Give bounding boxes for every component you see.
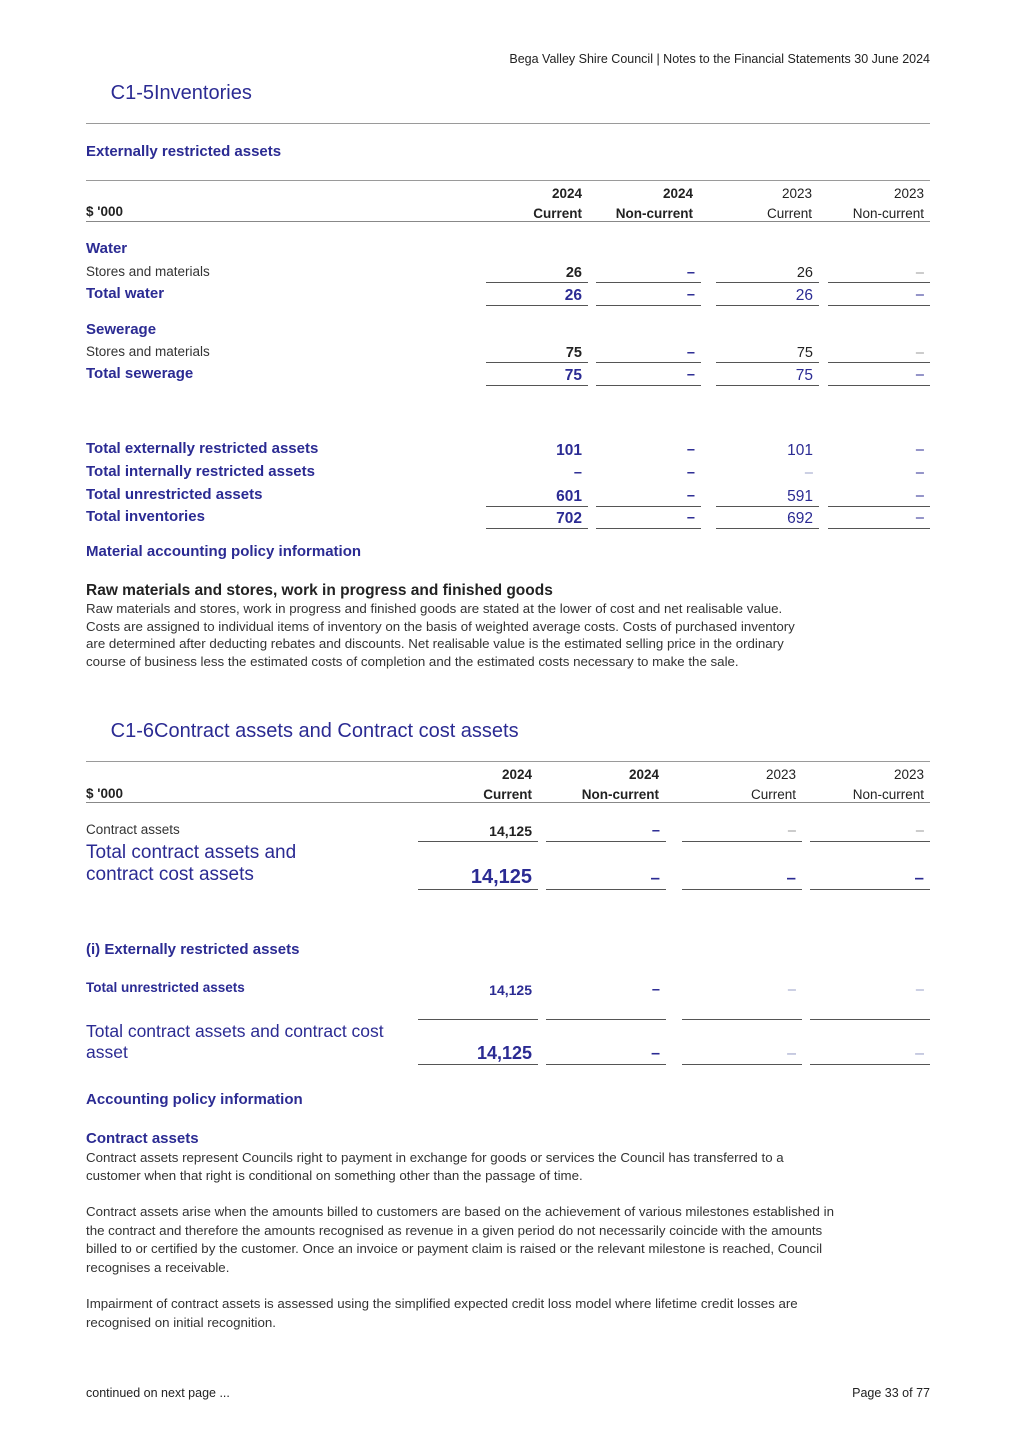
summary-label-internally: Total internally restricted assets <box>86 463 315 480</box>
sewerage-2024-current: 75 <box>565 345 582 361</box>
text-line: course of business less the estimated costs of completion and the estimated costs necessary to make the sale. <box>86 653 739 669</box>
contract-assets-2024-noncurrent: – <box>651 823 660 839</box>
col-type: Non-current <box>852 787 924 802</box>
water-total-2024-current: 26 <box>564 287 582 304</box>
col-type: Non-current <box>615 206 693 221</box>
summary-externally-2024-current: 101 <box>556 442 582 459</box>
total-line <box>716 305 819 306</box>
water-total-2024-noncurrent: – <box>686 287 695 303</box>
total-line <box>546 889 666 890</box>
section-title: Contract assets and Contract cost assets <box>154 720 519 742</box>
section-number: C1-5 <box>110 82 154 104</box>
section-title-c1-5 <box>86 82 252 105</box>
col-header-2024-current <box>486 184 582 224</box>
summary-internally-2023-noncurrent: – <box>915 465 924 481</box>
text-line: Total contract assets and <box>86 842 297 863</box>
water-2024-current: 26 <box>565 265 582 281</box>
col-header-2023-noncurrent <box>810 765 924 805</box>
total-line <box>418 889 538 890</box>
externally-restricted-heading: (i) Externally restricted assets <box>86 941 300 958</box>
summary-internally-2024-noncurrent: – <box>686 465 695 481</box>
col-year: 2024 <box>551 186 582 201</box>
sewerage-total-label: Total sewerage <box>86 365 194 382</box>
sewerage-total-2024-current: 75 <box>564 367 582 384</box>
contract-assets-heading: Contract assets <box>86 1130 199 1147</box>
row-line <box>418 841 538 842</box>
row-line <box>682 1019 802 1020</box>
total-line <box>810 889 930 890</box>
text-line: Contract assets arise when the amounts billed to customers are based on the achievement of various milestones established in <box>86 1204 834 1219</box>
text-line: recognised on initial recognition. <box>86 1314 276 1330</box>
text-line: Total contract assets and contract cost <box>86 1021 384 1041</box>
total-contract-2023-noncurrent: – <box>914 868 924 887</box>
sewerage-total-2024-noncurrent: – <box>686 367 695 383</box>
total-line <box>486 528 588 529</box>
contract-assets-label: Contract assets <box>86 822 180 837</box>
row-line <box>486 362 588 363</box>
total-line <box>810 1064 930 1065</box>
policy-paragraph <box>86 600 936 670</box>
sewerage-total-2023-noncurrent: – <box>915 367 924 383</box>
unit-label: $ '000 <box>86 204 123 219</box>
row-line <box>828 362 930 363</box>
total-contract-assets-label <box>86 842 296 886</box>
water-2024-noncurrent: – <box>686 265 695 281</box>
water-2023-noncurrent: – <box>915 265 924 281</box>
text-line: asset <box>86 1042 128 1062</box>
total-line <box>682 1064 802 1065</box>
row-line <box>486 282 588 283</box>
col-year: 2023 <box>781 186 812 201</box>
summary-externally-2024-noncurrent: – <box>686 442 695 458</box>
unrestricted-2024-noncurrent: – <box>651 982 660 998</box>
col-header-2024-current <box>418 765 532 805</box>
total-line <box>418 1064 538 1065</box>
total2-2023-current: – <box>787 1045 796 1062</box>
total-inventories-2024-current: 702 <box>556 510 582 527</box>
row-line <box>596 506 701 507</box>
total-line <box>486 305 588 306</box>
sewerage-row-label: Stores and materials <box>86 344 210 359</box>
total-line <box>596 305 701 306</box>
col-year: 2023 <box>893 186 924 201</box>
col-header-2024-noncurrent <box>596 184 693 224</box>
row-line <box>810 1019 930 1020</box>
water-2023-current: 26 <box>796 265 813 281</box>
summary-label-unrestricted: Total unrestricted assets <box>86 486 263 503</box>
total2-2024-noncurrent: – <box>651 1045 660 1062</box>
row-line <box>418 1019 538 1020</box>
divider <box>86 123 930 124</box>
col-year: 2023 <box>765 767 796 782</box>
contract-assets-2023-noncurrent: – <box>915 823 924 839</box>
page-number: Page 33 of 77 <box>852 1386 930 1400</box>
total2-2024-current: 14,125 <box>476 1043 532 1063</box>
unrestricted-2023-noncurrent: – <box>915 982 924 998</box>
contract-assets-2024-current: 14,125 <box>489 823 532 839</box>
col-year: 2023 <box>893 767 924 782</box>
row-line <box>828 282 930 283</box>
unrestricted-2023-current: – <box>787 982 796 998</box>
row-line <box>716 362 819 363</box>
total-contract-2024-noncurrent: – <box>650 868 660 887</box>
total-line <box>546 1064 666 1065</box>
col-type: Non-current <box>852 206 924 221</box>
col-year: 2024 <box>662 186 693 201</box>
contract-assets-2023-current: – <box>787 823 796 839</box>
total-contract-cost-asset-label <box>86 1021 384 1063</box>
policy-subheading: Raw materials and stores, work in progress and finished goods <box>86 582 553 599</box>
unrestricted-2024-current: 14,125 <box>489 982 532 998</box>
total-line <box>828 305 930 306</box>
text-line: recognises a receivable. <box>86 1259 230 1275</box>
policy-heading: Material accounting policy information <box>86 543 362 560</box>
total-line <box>596 385 701 386</box>
summary-label-total-inventories: Total inventories <box>86 508 205 525</box>
water-total-2023-current: 26 <box>795 287 813 304</box>
total-inventories-2023-current: 692 <box>787 510 813 527</box>
summary-label-externally: Total externally restricted assets <box>86 440 319 457</box>
total-inventories-2023-noncurrent: – <box>915 510 924 526</box>
col-type: Current <box>533 206 582 221</box>
unrestricted-label: Total unrestricted assets <box>86 980 245 995</box>
text-line: the contract and therefore the amounts recognised as revenue in a given period do not necessarily coincide with the amounts <box>86 1222 823 1238</box>
section-number: C1-6 <box>110 720 154 742</box>
row-line <box>546 841 666 842</box>
row-line <box>486 506 588 507</box>
water-total-label: Total water <box>86 285 165 302</box>
text-line: billed to or certified by the customer. Once an invoice or payment claim is raised or the relevant milestone is reached, Council <box>86 1241 823 1256</box>
row-line <box>810 841 930 842</box>
row-line <box>716 506 819 507</box>
total-line <box>828 385 930 386</box>
col-year: 2024 <box>628 767 659 782</box>
col-header-2023-noncurrent <box>828 184 924 224</box>
sewerage-2023-noncurrent: – <box>915 345 924 361</box>
summary-externally-2023-noncurrent: – <box>915 442 924 458</box>
paragraph-2 <box>86 1203 936 1277</box>
paragraph-1 <box>86 1149 930 1184</box>
text-line: contract cost assets <box>86 864 254 885</box>
sewerage-heading: Sewerage <box>86 321 157 338</box>
total-contract-2023-current: – <box>786 868 796 887</box>
total2-2023-noncurrent: – <box>915 1045 924 1062</box>
col-header-2023-current <box>682 765 796 805</box>
sewerage-2023-current: 75 <box>796 345 813 361</box>
row-line <box>828 506 930 507</box>
text-line: customer when that right is conditional on something other than the passage of time. <box>86 1167 583 1183</box>
text-line: Impairment of contract assets is assessed using the simplified expected credit loss model where lifetime credit losses are <box>86 1296 798 1311</box>
summary-unrestricted-2024-noncurrent: – <box>686 488 695 504</box>
continued-note: continued on next page ... <box>86 1386 230 1400</box>
sewerage-2024-noncurrent: – <box>686 345 695 361</box>
water-row-label: Stores and materials <box>86 264 210 279</box>
col-type: Current <box>483 787 532 802</box>
col-header-2024-noncurrent <box>546 765 659 805</box>
row-line <box>682 841 802 842</box>
col-type: Current <box>750 787 796 802</box>
total-line <box>828 528 930 529</box>
running-header: Bega Valley Shire Council | Notes to the Financial Statements 30 June 2024 <box>509 52 930 66</box>
accounting-policy-heading: Accounting policy information <box>86 1091 303 1108</box>
total-line <box>486 385 588 386</box>
col-year: 2024 <box>501 767 532 782</box>
total-line <box>716 528 819 529</box>
total-inventories-2024-noncurrent: – <box>686 510 695 526</box>
text-line: Costs are assigned to individual items of inventory on the basis of weighted average costs. Costs of purchased inventory <box>86 618 795 634</box>
summary-unrestricted-2024-current: 601 <box>556 488 582 505</box>
divider <box>86 761 930 762</box>
row-line <box>716 282 819 283</box>
total-contract-2024-current: 14,125 <box>470 866 532 888</box>
total-line <box>716 385 819 386</box>
subheading-externally-restricted: Externally restricted assets <box>86 143 282 160</box>
col-type: Non-current <box>581 787 659 802</box>
text-line: Contract assets represent Councils right to payment in exchange for goods or services the Council has transferred to a <box>86 1150 784 1165</box>
col-header-2023-current <box>716 184 812 224</box>
paragraph-3 <box>86 1295 936 1332</box>
text-line: Raw materials and stores, work in progress and finished goods are stated at the lower of cost and net realisable value. <box>86 601 783 616</box>
water-heading: Water <box>86 240 128 257</box>
section-title-c1-6 <box>86 720 519 743</box>
unit-label: $ '000 <box>86 786 123 801</box>
summary-unrestricted-2023-noncurrent: – <box>915 488 924 504</box>
summary-externally-2023-current: 101 <box>787 442 813 459</box>
divider <box>86 180 930 181</box>
row-line <box>596 282 701 283</box>
col-type: Current <box>766 206 812 221</box>
header-underline <box>86 221 930 222</box>
sewerage-total-2023-current: 75 <box>795 367 813 384</box>
row-line <box>596 362 701 363</box>
text-line: are determined after deducting rebates and discounts. Net realisable value is the estimated selling price in the ordinary <box>86 636 784 651</box>
summary-unrestricted-2023-current: 591 <box>787 488 813 505</box>
total-line <box>682 889 802 890</box>
water-total-2023-noncurrent: – <box>915 287 924 303</box>
total-line <box>596 528 701 529</box>
section-title: Inventories <box>154 82 252 104</box>
header-underline <box>86 802 930 803</box>
row-line <box>546 1019 666 1020</box>
summary-internally-2023-current: – <box>804 465 813 481</box>
summary-internally-2024-current: – <box>573 465 582 481</box>
